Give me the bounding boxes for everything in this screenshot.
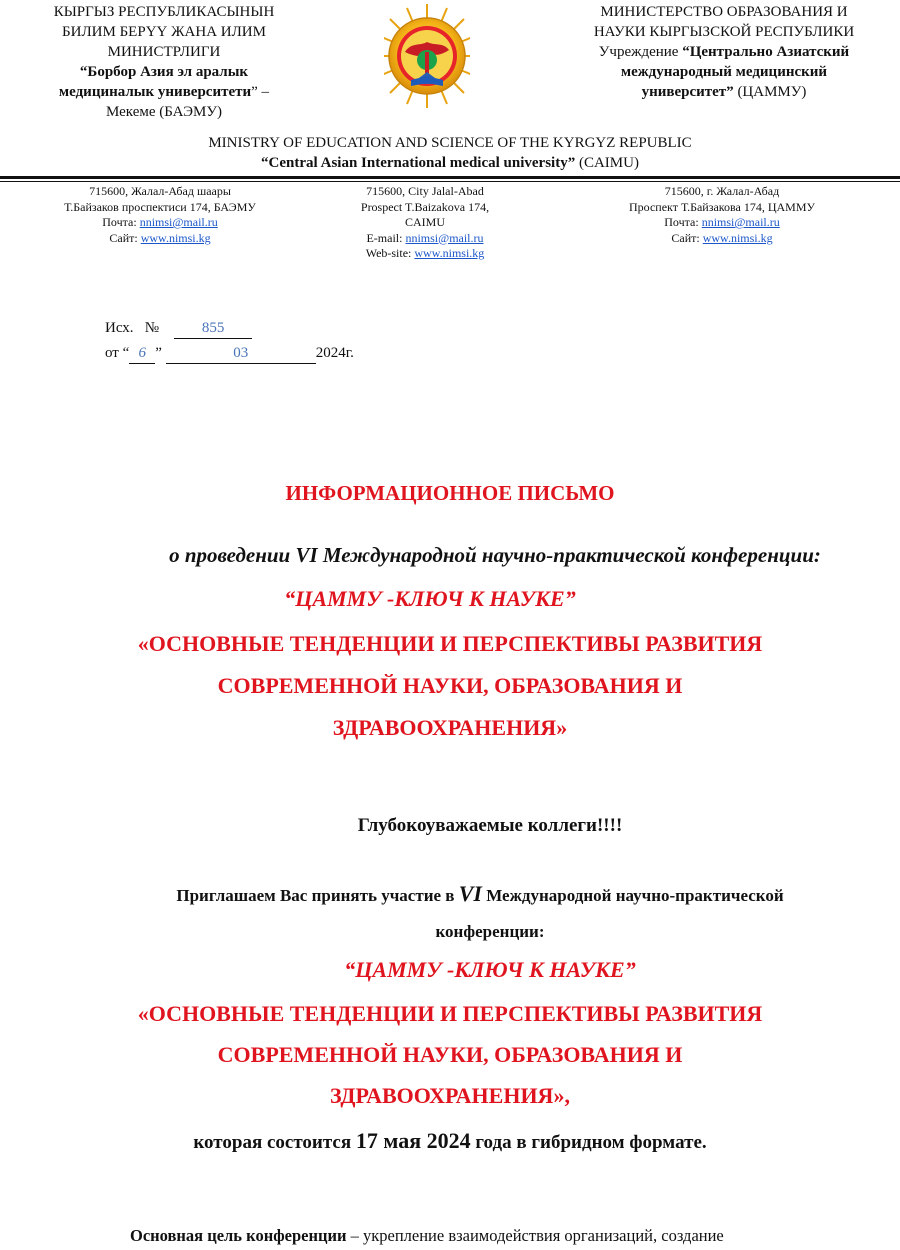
header-left-line6: Мекеме (БАЭМУ) xyxy=(106,104,222,120)
contacts-middle-line2: Prospect T.Baizakova 174, xyxy=(360,199,490,214)
outgoing-date-row xyxy=(105,343,354,364)
header-divider-thin xyxy=(0,181,900,182)
header-left-line2: БИЛИМ БЕРҮҮ ЖАНА ИЛИМ xyxy=(62,24,266,40)
contacts-middle xyxy=(330,184,520,262)
contacts-middle-mail-row xyxy=(330,231,520,247)
conference-date-value: 17 мая 2024 xyxy=(355,1128,471,1153)
university-emblem-icon xyxy=(384,2,470,112)
outgoing-month-value: 03 xyxy=(233,345,249,361)
outgoing-number-value: 855 xyxy=(201,320,225,336)
contacts-right-site-label: Сайт: xyxy=(671,230,703,245)
conference-topic-2-line3: ЗДРАВООХРАНЕНИЯ», xyxy=(330,1083,570,1108)
contacts-left-site-label: Сайт: xyxy=(109,230,141,245)
header-left-line5 xyxy=(8,82,320,102)
conference-topic-2-line1: «ОСНОВНЫЕ ТЕНДЕНЦИИ И ПЕРСПЕКТИВЫ РАЗВИТИЯ xyxy=(137,1001,763,1026)
contacts-middle-site-link[interactable]: www.nimsi.kg xyxy=(414,246,485,260)
letter-title: ИНФОРМАЦИОННОЕ ПИСЬМО xyxy=(285,481,615,505)
conference-goal-text: – укрепление взаимодействия организаций, создание xyxy=(346,1226,724,1245)
header-divider-thick xyxy=(0,176,900,179)
conference-topic-2 xyxy=(0,993,900,1116)
header-right-line3-plain: Учреждение xyxy=(598,44,683,60)
contacts-middle-site-label: Web-site: xyxy=(365,246,415,260)
contacts-right-mail-label: Почта: xyxy=(664,215,702,229)
contacts-left-line2: Т.Байзаков проспектиси 174, БАЭМУ xyxy=(64,199,256,214)
header-left-line5-tail: ” – xyxy=(251,84,270,100)
contacts-left-mail-link[interactable]: nnimsi@mail.ru xyxy=(139,215,218,229)
header-right-line2: НАУКИ КЫРГЫЗСКОЙ РЕСПУБЛИКИ xyxy=(593,24,855,40)
conference-topic-line1: «ОСНОВНЫЕ ТЕНДЕНЦИИ И ПЕРСПЕКТИВЫ РАЗВИТИЯ xyxy=(137,631,763,656)
contacts-middle-mail-label: E-mail: xyxy=(366,230,406,245)
header-right-line5 xyxy=(548,82,900,102)
contacts-right-site-row xyxy=(572,231,872,247)
conference-goal-label: Основная цель конференции xyxy=(130,1226,347,1245)
invitation-line2: конференции: xyxy=(435,922,545,941)
invitation-text-a: Приглашаем Вас принять участие в xyxy=(176,886,459,905)
outgoing-month-field xyxy=(166,343,316,364)
header-left-line1: КЫРГЫЗ РЕСПУБЛИКАСЫНЫН xyxy=(53,4,275,20)
conference-topic-line2: СОВРЕМЕННОЙ НАУКИ, ОБРАЗОВАНИЯ И xyxy=(217,673,683,698)
header-right-line5-bold: университет” xyxy=(641,84,734,100)
contacts-middle-line3: CAIMU xyxy=(404,215,445,229)
contacts-right xyxy=(572,184,872,246)
conference-name: “ЦАММУ -КЛЮЧ К НАУКЕ” xyxy=(284,586,576,611)
letter-subtitle: о проведении VI Международной научно-практической конференции: xyxy=(169,543,821,567)
conference-topic-line3: ЗДРАВООХРАНЕНИЯ» xyxy=(332,715,568,740)
outgoing-day-value: 6 xyxy=(138,345,147,361)
conference-name-2: “ЦАММУ -КЛЮЧ К НАУКЕ” xyxy=(344,957,636,982)
contacts-right-mail-link[interactable]: nnimsi@mail.ru xyxy=(701,215,780,229)
conference-date-text-a: которая состоится xyxy=(193,1132,356,1153)
header-right-line3 xyxy=(548,42,900,62)
contacts-middle-site-row xyxy=(330,246,520,262)
contacts-right-line2: Проспект Т.Байзакова 174, ЦАММУ xyxy=(628,199,815,214)
conference-date-text-c: года в гибридном формате. xyxy=(470,1132,707,1153)
contacts-middle-mail-link[interactable]: nnimsi@mail.ru xyxy=(405,230,484,245)
header-right-line5-tail: (ЦАММУ) xyxy=(733,84,807,100)
outgoing-number-field xyxy=(174,318,252,339)
header-right-block xyxy=(548,2,900,102)
outgoing-quote-close: ” xyxy=(155,345,162,361)
contacts-right-line1: 715600, г. Жалал-Абад xyxy=(664,184,780,198)
conference-topic xyxy=(0,623,900,749)
conference-topic-2-line2: СОВРЕМЕННОЙ НАУКИ, ОБРАЗОВАНИЯ И xyxy=(217,1042,683,1067)
header-center-block xyxy=(0,133,900,173)
contacts-left-site-row xyxy=(10,231,310,247)
contacts-right-mail-row xyxy=(572,215,872,231)
outgoing-number-sign: № xyxy=(144,320,160,336)
contacts-middle-line1: 715600, City Jalal-Abad xyxy=(366,184,484,198)
header-center-line2-tail: (CAIMU) xyxy=(575,155,639,171)
outgoing-day-field xyxy=(129,343,155,364)
outgoing-date-label: от “ xyxy=(105,345,130,361)
header-right-line4: международный медицинский xyxy=(620,64,828,80)
invitation-text-b: Международной научно-практической xyxy=(481,886,784,905)
header-left-line5-bold: медициналык университети xyxy=(58,84,252,100)
header-center-line1: MINISTRY OF EDUCATION AND SCIENCE OF THE KYRGYZ REPUBLIC xyxy=(208,135,692,151)
contacts-left-mail-row xyxy=(10,215,310,231)
header-center-line2-bold: “Central Asian International medical university” xyxy=(261,155,576,171)
header-left-line3: МИНИСТРЛИГИ xyxy=(107,44,221,60)
contacts-left-site-link[interactable]: www.nimsi.kg xyxy=(140,230,211,245)
contacts-right-site-link[interactable]: www.nimsi.kg xyxy=(702,230,773,245)
invitation-roman: VI xyxy=(458,881,482,906)
conference-date-line xyxy=(0,1128,900,1154)
invitation-line1 xyxy=(30,881,900,907)
outgoing-year: 2024г. xyxy=(315,345,354,361)
header-right-line1: МИНИСТЕРСТВО ОБРАЗОВАНИЯ И xyxy=(600,4,848,20)
header-left-line4: “Борбор Азия эл аралык xyxy=(79,64,249,80)
outgoing-number-row xyxy=(105,318,252,339)
header-left-block xyxy=(8,2,320,122)
header-center-line2 xyxy=(0,153,900,173)
contacts-left xyxy=(10,184,310,246)
outgoing-number-label: Исх. xyxy=(105,320,134,336)
conference-goal-line xyxy=(130,1226,900,1246)
header-right-line3-bold: “Центрально Азиатский xyxy=(682,44,850,60)
contacts-left-line1: 715600, Жалал-Абад шаары xyxy=(89,184,231,198)
greeting: Глубокоуважаемые коллеги!!!! xyxy=(357,815,623,836)
contacts-left-mail-label: Почта: xyxy=(102,215,140,229)
